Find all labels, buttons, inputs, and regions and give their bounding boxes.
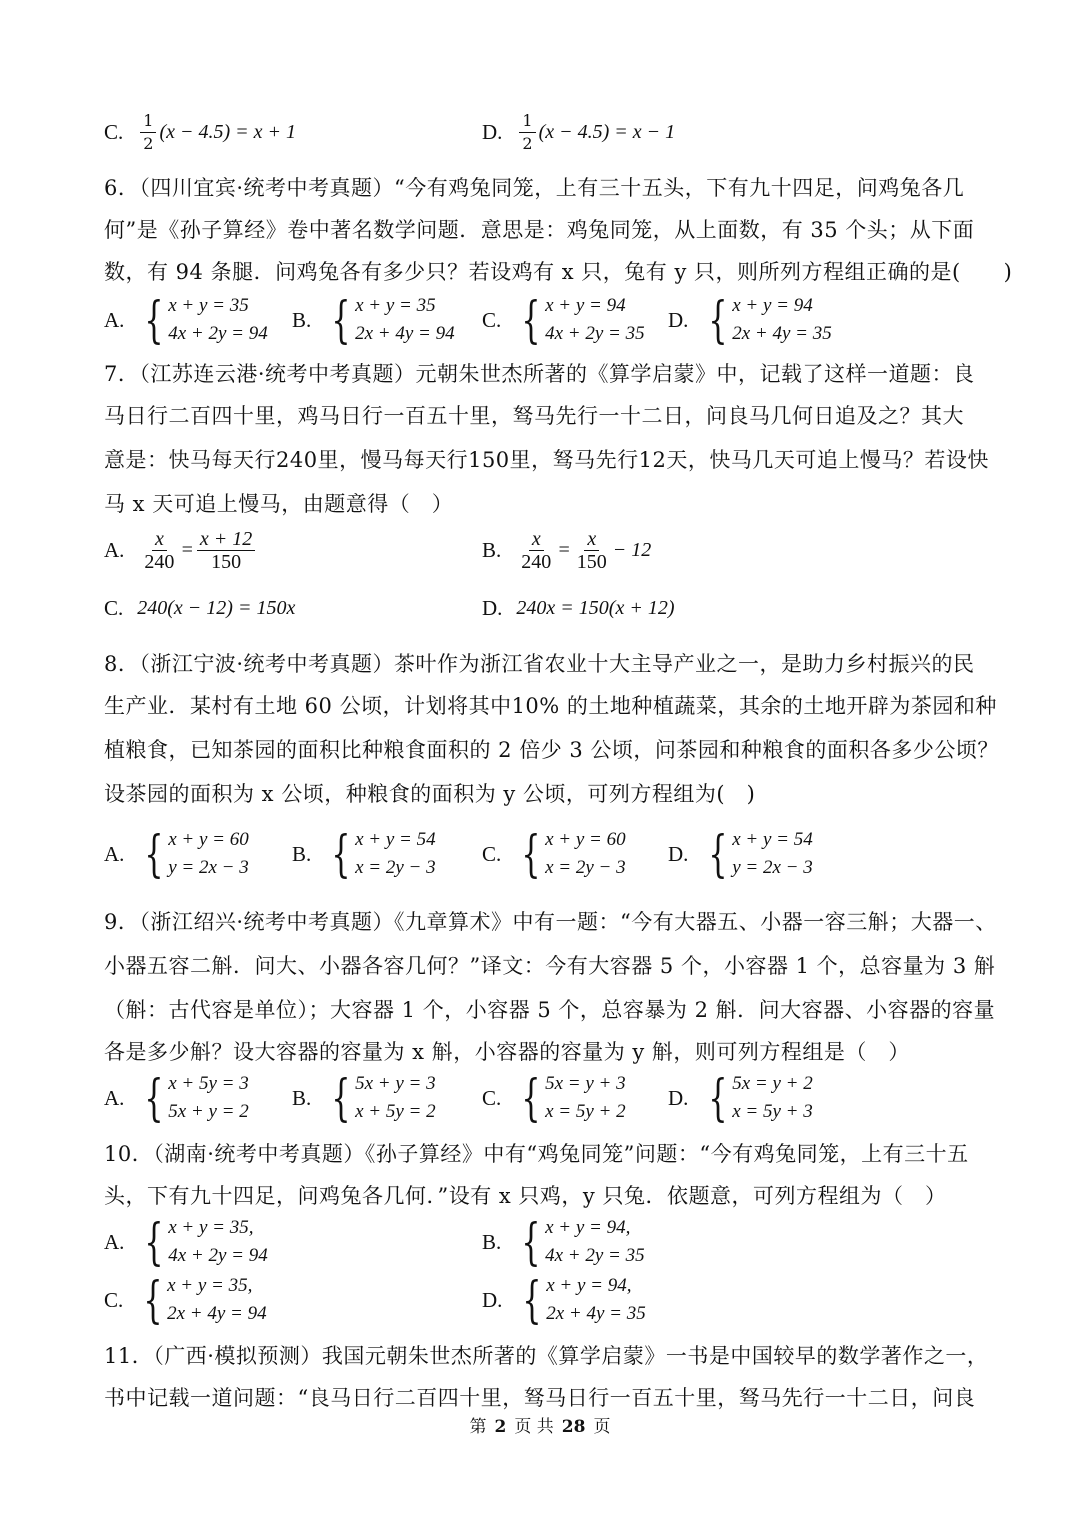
equation-tail: − 12: [612, 538, 652, 561]
fraction: $\frac{1}{2}$: [519, 110, 535, 155]
q11-stem-line-2: 书中记载一道问题：“良马日行二百四十里，驽马日行一百五十里，驽马先行一十二日，问良: [104, 1386, 976, 1410]
fraction: $\frac{x}{150}$: [576, 527, 607, 573]
q10-options-ab: [0, 1212, 1080, 1272]
option-letter: A.: [104, 841, 125, 866]
equation-system: { x + y = 35 2x + 4y = 94: [331, 291, 455, 349]
q7-option-b[interactable]: [482, 520, 651, 580]
q9-option-b[interactable]: [292, 1068, 436, 1128]
q10-option-d[interactable]: [482, 1270, 646, 1330]
q8-option-a[interactable]: [104, 824, 249, 884]
page-number: 2: [494, 1417, 507, 1437]
q6-option-d[interactable]: [668, 290, 832, 350]
q10-option-b[interactable]: [482, 1212, 645, 1272]
option-letter: D.: [668, 307, 689, 332]
q10-stem-line-2: 头，下有九十四足，问鸡兔各几何．”设有 x 只鸡，y 只兔．依题意，可列方程组为（ ）: [104, 1184, 947, 1208]
option-letter: B.: [482, 1229, 502, 1254]
equation-system: { x + y = 35, 2x + 4y = 94: [143, 1271, 267, 1329]
q7-option-d[interactable]: [482, 578, 675, 638]
equation-system: { x + y = 60 y = 2x − 3: [144, 825, 249, 883]
q6-options: [0, 290, 1080, 350]
option-letter: A.: [104, 307, 125, 332]
option-letter: D.: [482, 1287, 503, 1312]
option-letter: B.: [292, 841, 312, 866]
equation: (x − 4.5) = x + 1: [159, 120, 297, 143]
q7-options-ab: [0, 520, 1080, 580]
equation-system: { x + y = 94 4x + 2y = 35: [521, 291, 645, 349]
equation-system: { x + y = 94, 4x + 2y = 35: [521, 1213, 645, 1271]
q9-stem-line-3: （斛：古代容是单位）；大容器 1 个，小容器 5 个，总容暴为 2 斛．问大容器、小容器的容量: [104, 998, 996, 1022]
footer-suffix: 页: [593, 1417, 611, 1437]
footer-middle: 页 共: [514, 1417, 554, 1437]
equation-system: { 5x = y + 3 x = 5y + 2: [521, 1069, 626, 1127]
q5-option-c[interactable]: [104, 102, 296, 162]
q5-options-cd: [0, 102, 1080, 162]
q8-option-c[interactable]: [482, 824, 626, 884]
equation-system: { x + y = 54 x = 2y − 3: [331, 825, 436, 883]
q10-stem-line-1: 10．（湖南·统考中考真题）《孙子算经》中有“鸡兔同笼”问题：“今有鸡兔同笼，上有三十五: [104, 1142, 969, 1166]
q8-stem-line-2: 生产业．某村有土地 60 公顷，计划将其中10% 的土地种植蔬菜，其余的土地开辟为茶园和种: [104, 694, 997, 718]
equation-system: { x + 5y = 3 5x + y = 2: [144, 1069, 249, 1127]
fraction: $\frac{1}{2}$: [140, 110, 156, 155]
q8-stem-line-4: 设茶园的面积为 x 公顷，种粮食的面积为 y 公顷，可列方程组为( ): [104, 782, 756, 806]
q6-option-b[interactable]: [292, 290, 455, 350]
q10-options-cd: [0, 1270, 1080, 1330]
q7-stem-line-3: 意是：快马每天行240里，慢马每天行150里，驽马先行12天，快马几天可追上慢马？若设快: [104, 448, 989, 472]
q7-option-a[interactable]: [104, 520, 258, 580]
equation-system: { x + y = 54 y = 2x − 3: [708, 825, 813, 883]
option-letter: D.: [482, 119, 503, 144]
q7-option-c[interactable]: [104, 578, 295, 638]
fraction: $\frac{x}{240}$: [521, 527, 552, 573]
q7-stem-line-4: 马 x 天可追上慢马，由题意得（ ）: [104, 492, 454, 516]
option-letter: B.: [292, 1085, 312, 1110]
equation-system: { x + y = 94, 2x + 4y = 35: [522, 1271, 646, 1329]
q9-stem-line-4: 各是多少斛？设大容器的容量为 x 斛，小容器的容量为 y 斛，则可列方程组是（ ）: [104, 1040, 910, 1064]
page-footer: [0, 1412, 1080, 1437]
option-letter: B.: [482, 537, 502, 562]
q9-option-a[interactable]: [104, 1068, 249, 1128]
option-letter: D.: [482, 595, 503, 620]
q8-stem-line-3: 植粮食，已知茶园的面积比种粮食面积的 2 倍少 3 公顷，问茶园和种粮食的面积各多少公顷？: [104, 738, 999, 762]
q8-stem-line-1: 8．（浙江宁波·统考中考真题）茶叶作为浙江省农业十大主导产业之一，是助力乡村振兴的民: [104, 652, 975, 676]
q7-stem-line-2: 马日行二百四十里，鸡马日行一百五十里，驽马先行一十二日，问良马几何日追及之？其大: [104, 404, 964, 428]
q6-stem-line-3: 数，有 94 条腿．问鸡兔各有多少只？若设鸡有 x 只，兔有 y 只，则所列方程组正确的是( ): [104, 260, 1013, 284]
equation-system: { x + y = 35 4x + 2y = 94: [144, 291, 268, 349]
option-letter: C.: [482, 307, 502, 332]
q10-option-a[interactable]: [104, 1212, 268, 1272]
q8-options: [0, 824, 1080, 884]
q9-stem-line-2: 小器五容二斛．问大、小器各容几何？”译文：今有大容器 5 个，小容器 1 个，总容量为 3 斛: [104, 954, 996, 978]
option-letter: C.: [104, 595, 124, 620]
option-letter: C.: [482, 1085, 502, 1110]
equation-system: { x + y = 94 2x + 4y = 35: [708, 291, 832, 349]
option-letter: A.: [104, 1229, 125, 1254]
q6-stem-line-2: 何”是《孙子算经》卷中著名数学问题．意思是：鸡兔同笼，从上面数，有 35 个头；从下面: [104, 218, 975, 242]
q7-options-cd: [0, 578, 1080, 638]
q6-option-c[interactable]: [482, 290, 645, 350]
option-letter: D.: [668, 1085, 689, 1110]
q9-stem-line-1: 9．（浙江绍兴·统考中考真题）《九章算术》中有一题：“今有大器五、小器一容三斛；大器一、: [104, 910, 997, 934]
equation-system: { 5x = y + 2 x = 5y + 3: [708, 1069, 813, 1127]
q6-option-a[interactable]: [104, 290, 268, 350]
equation-system: { x + y = 60 x = 2y − 3: [521, 825, 626, 883]
page-total: 28: [561, 1417, 586, 1437]
q9-options: [0, 1068, 1080, 1128]
q11-stem-line-1: 11．（广西·模拟预测）我国元朝朱世杰所著的《算学启蒙》一书是中国较早的数学著作之一，: [104, 1344, 989, 1368]
option-letter: D.: [668, 841, 689, 866]
equation: (x − 4.5) = x − 1: [538, 120, 676, 143]
q7-stem-line-1: 7．（江苏连云港·统考中考真题）元朝朱世杰所著的《算学启蒙》中，记载了这样一道题：良: [104, 362, 975, 386]
q6-stem-line-1: 6．（四川宜宾·统考中考真题）“今有鸡兔同笼，上有三十五头，下有九十四足，问鸡兔各几: [104, 176, 965, 200]
fraction: $\frac{x}{240}$: [144, 527, 175, 573]
q5-option-d[interactable]: [482, 102, 675, 162]
option-letter: C.: [104, 1287, 124, 1312]
q8-option-b[interactable]: [292, 824, 436, 884]
option-letter: C.: [104, 119, 124, 144]
option-letter: A.: [104, 537, 125, 562]
equation: 240x = 150(x + 12): [516, 596, 675, 619]
q9-option-d[interactable]: [668, 1068, 813, 1128]
equation-system: { 5x + y = 3 x + 5y = 2: [331, 1069, 436, 1127]
option-letter: C.: [482, 841, 502, 866]
fraction: $\frac{x + 12}{150}$: [197, 528, 255, 573]
q9-option-c[interactable]: [482, 1068, 626, 1128]
equals-sign: =: [557, 538, 571, 561]
equation: 240(x − 12) = 150x: [137, 596, 296, 619]
option-letter: A.: [104, 1085, 125, 1110]
option-letter: B.: [292, 307, 312, 332]
footer-prefix: 第: [469, 1417, 487, 1437]
equation-system: { x + y = 35, 4x + 2y = 94: [144, 1213, 268, 1271]
q10-option-c[interactable]: [104, 1270, 267, 1330]
q8-option-d[interactable]: [668, 824, 813, 884]
equals-sign: =: [180, 538, 194, 561]
